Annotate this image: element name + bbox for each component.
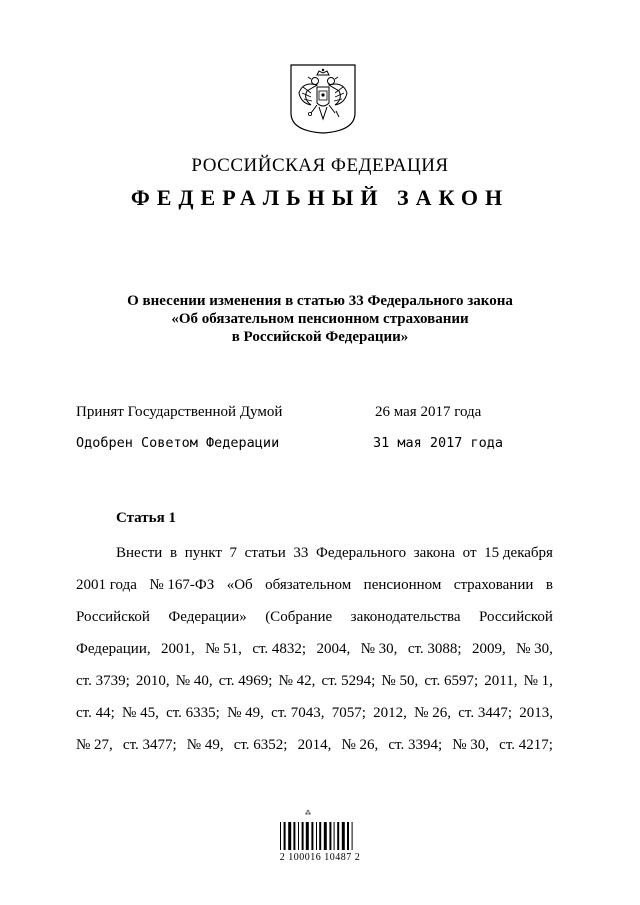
article-word: ст. 3088; <box>407 641 462 657</box>
article-word: 2013, <box>519 705 553 721</box>
barcode-number: 2 100016 10487 2 <box>279 852 361 863</box>
article-word: ст. 6352; <box>233 737 288 753</box>
article-word: Федерации, <box>76 641 151 657</box>
article-body <box>76 543 553 767</box>
article-word: № 51, <box>205 641 242 657</box>
article-word: пенсионном <box>363 577 442 593</box>
council-approval-label: Одобрен Советом Федерации <box>76 435 280 451</box>
article-word: Внести <box>116 545 163 561</box>
article-word: № 26, <box>341 737 379 753</box>
article-word: 2014, <box>297 737 332 753</box>
article-word: № 27, <box>76 737 113 753</box>
article-word: 7 <box>229 545 238 561</box>
article-word: 2001 года <box>76 577 137 593</box>
article-text-line <box>76 575 553 607</box>
article-word: ст. 6335; <box>166 705 220 721</box>
duma-adoption-date: 26 мая 2017 года <box>375 404 482 420</box>
law-title-line: в Российской Федерации» <box>231 329 409 345</box>
article-word: 15 декабря <box>484 545 553 561</box>
article-word: № 49, <box>227 705 264 721</box>
article-word: ст. 4217; <box>499 737 553 753</box>
article-word: 2009, <box>471 641 506 657</box>
article-word: Российской <box>479 609 553 625</box>
article-word: № 49, <box>186 737 224 753</box>
duma-adoption-row <box>76 404 482 421</box>
article-word: в <box>545 577 553 593</box>
article-word: 2010, <box>135 673 170 689</box>
article-text-line <box>76 671 553 703</box>
law-title-line: «Об обязательном пенсионном страховании <box>171 311 469 327</box>
article-word: ст. 4969; <box>218 673 273 689</box>
article-word: от <box>462 545 477 561</box>
article-word: Федерального <box>316 545 407 561</box>
article-word: 2004, <box>316 641 351 657</box>
article-word: (Собрание <box>265 609 333 625</box>
article-word: ст. 6597; <box>424 673 479 689</box>
article-word: статьи <box>244 545 286 561</box>
print-mark: ⁂ <box>305 811 311 817</box>
russian-coat-of-arms-icon <box>289 63 357 135</box>
article-text-line <box>76 703 553 735</box>
article-text-line <box>76 735 553 767</box>
article-text-line <box>76 607 553 639</box>
article-word: ст. 3477; <box>122 737 177 753</box>
article-word: ст. 7043, <box>271 705 325 721</box>
article-word: страховании <box>453 577 534 593</box>
council-approval-row <box>76 435 504 451</box>
article-word: законодательства <box>350 609 461 625</box>
council-approval-date: 31 мая 2017 года <box>373 435 504 451</box>
article-word: № 42, <box>278 673 316 689</box>
barcode-icon <box>278 818 356 854</box>
article-word: в <box>169 545 178 561</box>
country-name: РОССИЙСКАЯ ФЕДЕРАЦИЯ <box>191 155 449 176</box>
article-word: 7057; <box>331 705 366 721</box>
article-word: № 45, <box>122 705 159 721</box>
article-word: № 50, <box>381 673 419 689</box>
article-word: ст. 44; <box>76 705 115 721</box>
article-word: «Об <box>226 577 253 593</box>
article-word: 2001, <box>160 641 195 657</box>
article-word: ст. 3739; <box>76 673 130 689</box>
article-word: ст. 3394; <box>388 737 443 753</box>
article-text-line <box>76 639 553 671</box>
article-word: ст. 3447; <box>458 705 512 721</box>
article-word: № 30, <box>516 641 553 657</box>
article-text-line <box>76 543 553 575</box>
article-word: № 167-ФЗ <box>149 577 215 593</box>
article-word: 33 <box>293 545 309 561</box>
article-word: № 1, <box>523 673 553 689</box>
document-type: ФЕДЕРАЛЬНЫЙ ЗАКОН <box>130 185 510 210</box>
article-word: ст. 5294; <box>321 673 376 689</box>
article-word: Федерации» <box>168 609 247 625</box>
article-word: ст. 4832; <box>252 641 307 657</box>
article-heading: Статья 1 <box>116 510 176 526</box>
article-word: Российской <box>76 609 150 625</box>
article-word: № 30, <box>360 641 398 657</box>
article-word: закона <box>413 545 456 561</box>
law-title-line: О внесении изменения в статью 33 Федерального закона <box>127 293 513 309</box>
article-word: обязательном <box>265 577 352 593</box>
article-word: 2011, <box>484 673 518 689</box>
duma-adoption-label: Принят Государственной Думой <box>76 404 283 420</box>
article-word: № 40, <box>175 673 213 689</box>
article-word: № 26, <box>414 705 451 721</box>
article-word: 2012, <box>373 705 407 721</box>
law-title <box>0 292 640 346</box>
article-word: № 30, <box>452 737 490 753</box>
article-word: пункт <box>184 545 222 561</box>
